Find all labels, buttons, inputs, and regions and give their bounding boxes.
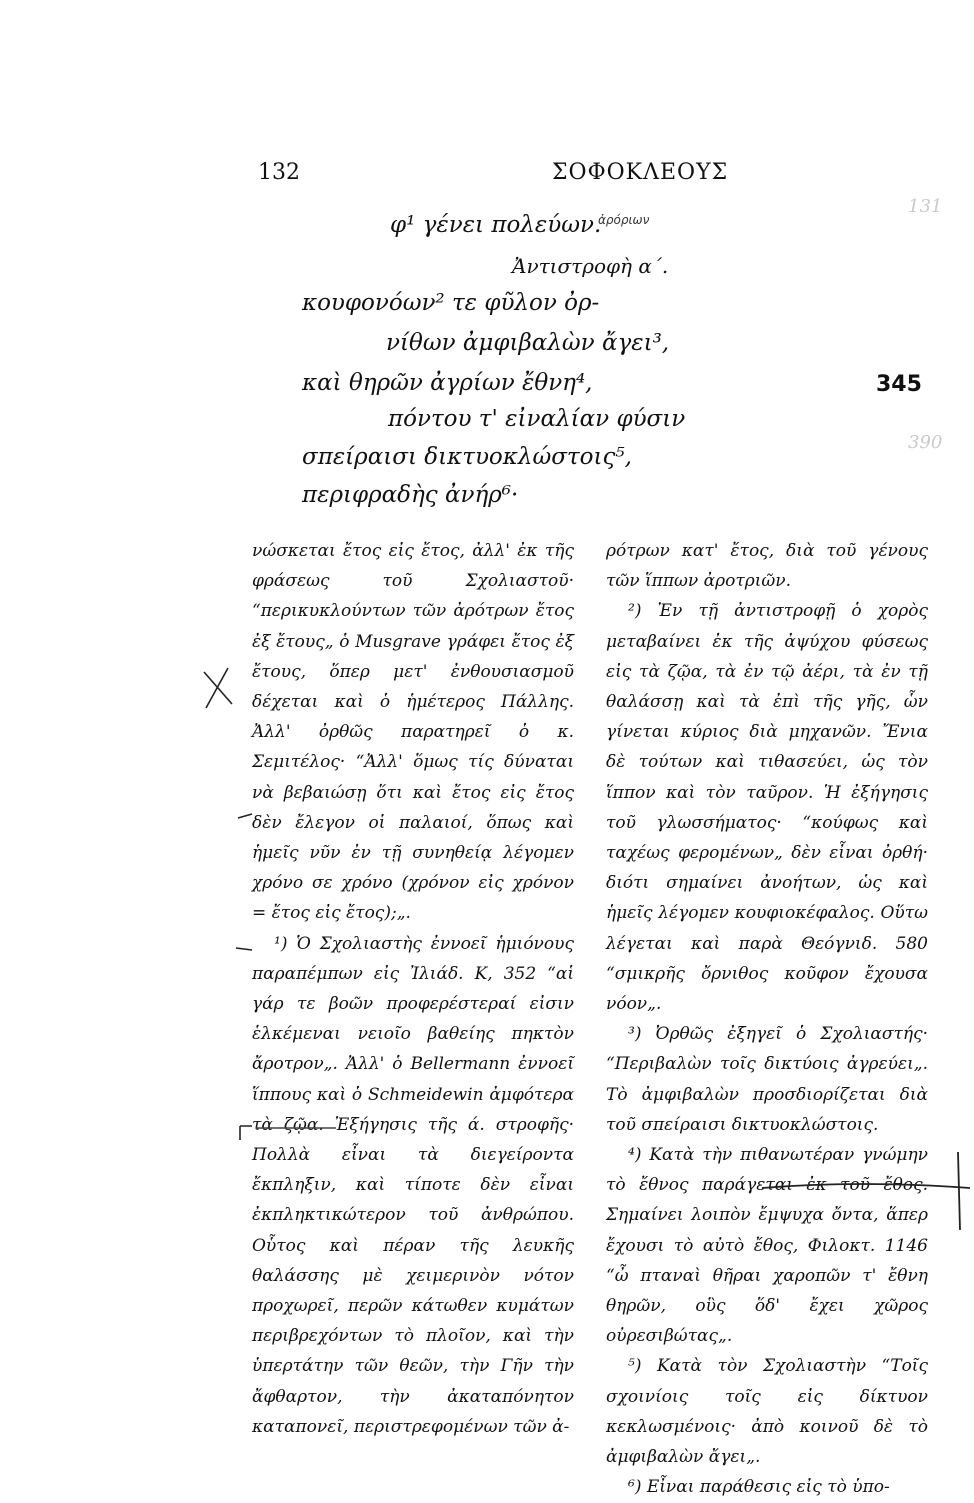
- verse-line: πόντου τ' εἰναλίαν φύσιν: [388, 406, 686, 432]
- page-number: 132: [258, 160, 300, 185]
- footnote-paragraph: νώσκεται ἔτος εἰς ἔτος, ἀλλ' ἐκ τῆς φράσεως τοῦ Σχολιαστοῦ· “περικυκλούντων τῶν ἀρότρων ἔτος ἐξ ἔτους„ ὁ Musgrave γράφει ἔτος ἐξ ἔτους, ὅπερ μετ' ἐνθουσιασμοῦ δέχεται καὶ ὁ ἡμέτερος Πάλλης. Ἀλλ' ὀρθῶς παρατηρεῖ ὁ κ. Σεμιτέλος· “Ἀλλ' ὅμως τίς δύναται νὰ βεβαιώσῃ ὅτι καὶ ἔτος εἰς ἔτος δὲν ἔλεγον οἱ παλαιοί, ὅπως καὶ ἡμεῖς νῦν ἐν τῇ συνηθείᾳ λέγομεν χρόνο σε χρόνο (χρόνον εἰς χρόνον = ἔτος εἰς ἔτος);„.: [252, 541, 574, 924]
- footnotes-right-column: [606, 536, 928, 1503]
- verse-heading-antistrophe: Ἀντιστροφὴ α΄.: [512, 254, 669, 278]
- verse-line: καὶ θηρῶν ἀγρίων ἔθνη⁴,: [302, 370, 593, 396]
- verse-line: περιφραδὴς ἀνήρ⁶·: [302, 482, 519, 508]
- dash-mark-icon: [238, 814, 252, 818]
- footnotes-left-column: [252, 536, 574, 1442]
- vertical-stroke-icon: [958, 1152, 960, 1230]
- running-title: ΣΟΦΟΚΛΕΟΥΣ: [552, 160, 729, 185]
- footnote-paragraph: ¹) Ὁ Σχολιαστὴς ἐννοεῖ ἡμιόνους παραπέμπων εἰς Ἰλιάδ. Κ, 352 “αἱ γάρ τε βοῶν προφερέστεραί εἰσιν ἑλκέμεναι νειοῖο βαθείης πηκτὸν ἄροτρον„. Ἀλλ' ὁ Bellermann ἐννοεῖ ἵππους καὶ ὁ Schmeidewin ἀμφότερα τὰ ζῷα. Ἐξήγησις τῆς ά. στροφῆς· Πολλὰ εἶναι τὰ διεγείροντα ἔκπληξιν, καὶ τίποτε δὲν εἶναι ἐκπληκτικώτερον τοῦ ἀνθρώπου. Οὗτος καὶ πέραν τῆς λευκῆς θαλάσσης μὲ χειμερινὸν νότον προχωρεῖ, περῶν κάτωθεν κυμάτων περιβρεχόντων τὸ πλοῖον, καὶ τὴν ὑπερτάτην τῶν θεῶν, τὴν Γῆν τὴν ἄφθαρτον, τὴν ἀκαταπόνητον καταπονεῖ, περιστρεφομένων τῶν ἀ-: [252, 933, 574, 1437]
- dash-mark-icon: [236, 948, 252, 950]
- footnote-paragraph: ρότρων κατ' ἔτος, διὰ τοῦ γένους τῶν ἵππων ἀροτριῶν.: [606, 541, 928, 592]
- cross-mark-icon: [204, 668, 232, 708]
- footnote-paragraph: ³) Ὀρθῶς ἐξηγεῖ ὁ Σχολιαστής· “Περιβαλὼν τοῖς δικτύοις ἀγρεύει„. Τὸ ἀμφιβαλὼν προσδιορίζεται διὰ τοῦ σπείραισι δικτυοκλώστοις.: [606, 1024, 928, 1135]
- verse-line: κουφονόων² τε φῦλον ὀρ-: [302, 290, 600, 316]
- footnote-paragraph: ⁵) Κατὰ τὸν Σχολιαστὴν “Τοῖς σχοινίοις τοῖς εἰς δίκτυον κεκλωσμένοις· ἀπὸ κοινοῦ δὲ τὸ ἀμφιβαλὼν ἄγει„.: [606, 1356, 928, 1468]
- footnote-paragraph: ⁶) Εἶναι παράθεσις εἰς τὸ ὑπο-: [628, 1477, 890, 1498]
- bleed-through-line-number: 390: [908, 432, 943, 453]
- footnote-paragraph: ²) Ἐν τῇ ἀντιστροφῇ ὁ χορὸς μεταβαίνει ἐκ τῆς ἀψύχου φύσεως εἰς τὰ ζῷα, τὰ ἐν τῷ ἀέρι, τὰ ἐν τῇ θαλάσσῃ καὶ τὰ ἐπὶ τῆς γῆς, ὧν γίνεται κύριος διὰ μηχανῶν. Ἔνια δὲ τούτων καὶ τιθασεύει, ὡς τὸν ἵππον καὶ τὸν ταῦρον. Ἡ ἐξήγησις τοῦ γλωσσήματος· “κούφως καὶ ταχέως φερομένων„ δὲν εἶναι ὀρθή· διότι σημαίνει ἀνοήτων, ὡς καὶ ἡμεῖς λέγομεν κουφιοκέφαλος. Οὕτω λέγεται καὶ παρὰ Θεόγνιδ. 580 “σμικρῆς ὄρνιθος κοῦφον ἔχουσα νόον„.: [606, 601, 928, 1015]
- footnote-paragraph: ⁴) Κατὰ τὴν πιθανωτέραν γνώμην τὸ ἔθνος παράγεται ἐκ τοῦ ἔθος. Σημαίνει λοιπὸν ἔμψυχα ὄντα, ἅπερ ἔχουσι τὸ αὐτὸ ἔθος, Φιλοκτ. 1146 “ὦ πταναὶ θῆραι χαροπῶν τ' ἔθνη θηρῶν, οὓς ὅδ' ἔχει χῶρος οὐρεσιβώτας„.: [606, 1145, 928, 1347]
- bleed-through-page-number: 131: [908, 196, 943, 217]
- verse-line: νίθων ἀμφιβαλὼν ἄγει³,: [386, 330, 670, 356]
- verse-line: σπείραισι δικτυοκλώστοις⁵,: [302, 444, 632, 470]
- verse-line: φ¹ γένει πολεύων.: [390, 212, 602, 238]
- bracket-mark-icon: [240, 1126, 252, 1140]
- verse-line-number: 345: [876, 372, 922, 397]
- handwritten-marginal-note: ἀρόριων: [598, 213, 650, 227]
